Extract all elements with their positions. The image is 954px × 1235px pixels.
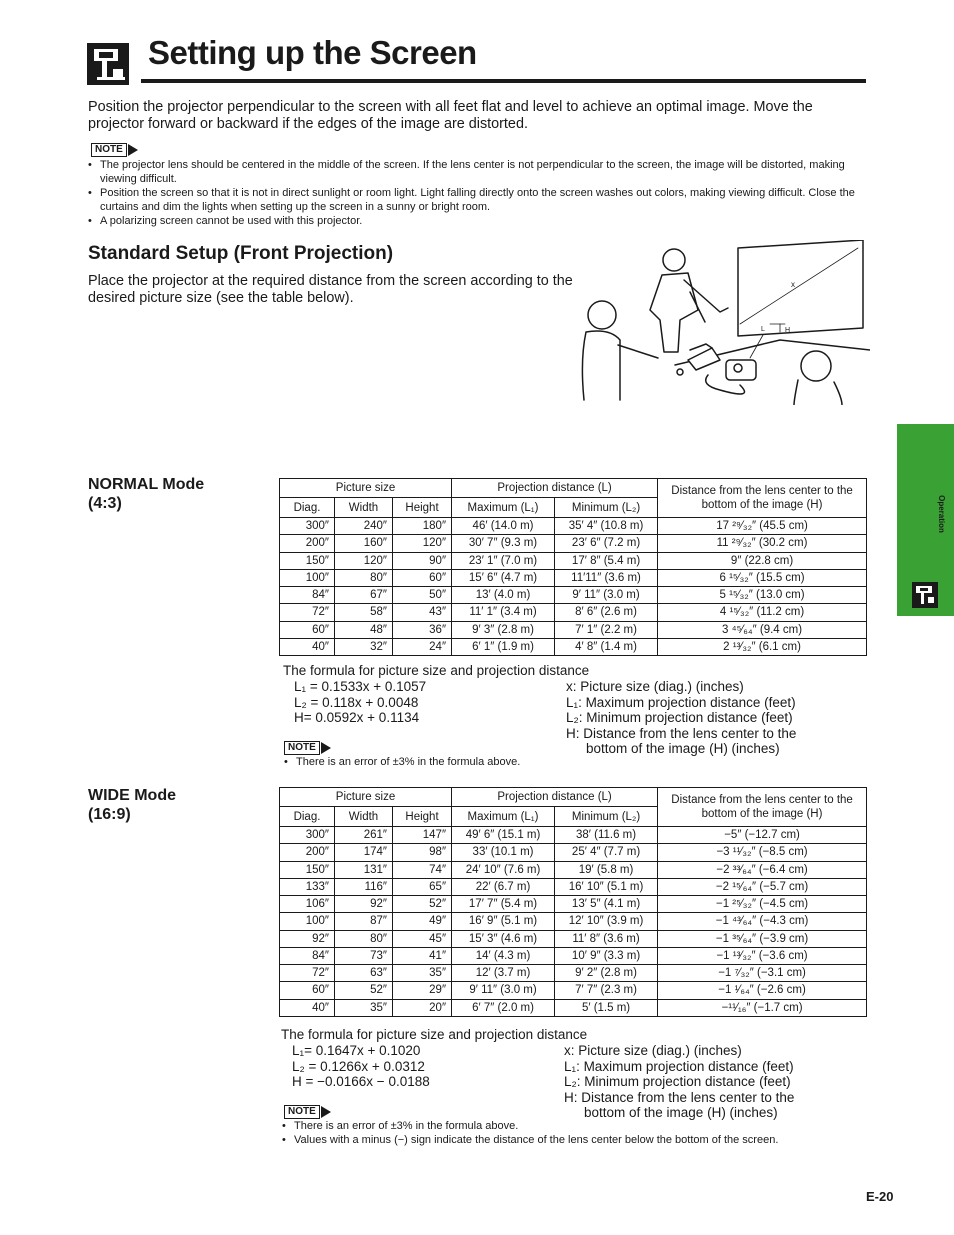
wide-formula-list <box>292 1043 430 1090</box>
table-cell: 15′ 3″ (4.6 m) <box>452 930 555 947</box>
table-cell: 49′ 6″ (15.1 m) <box>452 827 555 844</box>
table-cell: 16′ 9″ (5.1 m) <box>452 913 555 930</box>
table-cell: 131″ <box>335 861 393 878</box>
th-width: Width <box>335 498 393 518</box>
table-cell: 7′ 7″ (2.3 m) <box>555 982 658 999</box>
table-cell: 11 ²⁹⁄₃₂″ (30.2 cm) <box>658 535 867 552</box>
note-badge: NOTE <box>284 741 320 755</box>
note-list <box>88 158 868 228</box>
table-cell: 9′ 3″ (2.8 m) <box>452 621 555 638</box>
section-text: Place the projector at the required distance from the screen according to the desired picture size (see the table below). <box>88 273 573 306</box>
side-tab-label: Operation <box>937 495 946 533</box>
table-cell: 4 ¹⁵⁄₃₂″ (11.2 cm) <box>658 604 867 621</box>
table-cell: 49″ <box>393 913 452 930</box>
table-cell: 35′ 4″ (10.8 m) <box>555 518 658 535</box>
table-cell: 180″ <box>393 518 452 535</box>
th-maximum: Maximum (L₁) <box>452 498 555 518</box>
table-cell: 30′ 7″ (9.3 m) <box>452 535 555 552</box>
table-cell: 6′ 1″ (1.9 m) <box>452 638 555 655</box>
table-cell: 11′ 8″ (3.6 m) <box>555 930 658 947</box>
table-cell: 4′ 8″ (1.4 m) <box>555 638 658 655</box>
table-cell: 133″ <box>280 878 335 895</box>
table-cell: 13′ (4.0 m) <box>452 587 555 604</box>
table-cell: 38′ (11.6 m) <box>555 827 658 844</box>
table-row <box>280 535 867 552</box>
table-cell: 16′ 10″ (5.1 m) <box>555 878 658 895</box>
table-cell: 22′ (6.7 m) <box>452 878 555 895</box>
title-rule <box>141 79 866 83</box>
table-row <box>280 569 867 586</box>
th-lens-center: Distance from the lens center to the bottom of the image (H) <box>658 788 867 827</box>
note-item: • A polarizing screen cannot be used with this projector. <box>88 214 868 228</box>
table-cell: 10′ 9″ (3.3 m) <box>555 947 658 964</box>
table-cell: 50″ <box>393 587 452 604</box>
label-h: H <box>785 327 791 334</box>
note-badge: NOTE <box>91 143 127 157</box>
table-cell: 36″ <box>393 621 452 638</box>
label-x: x <box>791 280 795 289</box>
table-row <box>280 913 867 930</box>
table-cell: 9′ 11″ (3.0 m) <box>555 587 658 604</box>
table-cell: 17′ 7″ (5.4 m) <box>452 896 555 913</box>
table-cell: 80″ <box>335 569 393 586</box>
table-cell: 106″ <box>280 896 335 913</box>
formula-h: H = −0.0166x − 0.0188 <box>292 1074 430 1089</box>
table-row <box>280 844 867 861</box>
th-projection-distance: Projection distance (L) <box>452 479 658 498</box>
table-row <box>280 878 867 895</box>
table-cell: 35″ <box>335 999 393 1016</box>
front-projection-illustration <box>580 240 870 405</box>
wide-mode-table <box>279 787 867 1017</box>
table-cell: 120″ <box>335 552 393 569</box>
table-cell: 48″ <box>335 621 393 638</box>
section-title: Standard Setup (Front Projection) <box>88 243 394 264</box>
table-cell: 300″ <box>280 518 335 535</box>
formula-l1: L₁ = 0.1533x + 0.1057 <box>294 679 427 694</box>
table-cell: −1 ¹³⁄₃₂″ (−3.6 cm) <box>658 947 867 964</box>
table-cell: 19′ (5.8 m) <box>555 861 658 878</box>
wide-note-list <box>282 1119 866 1147</box>
table-cell: −5″ (−12.7 cm) <box>658 827 867 844</box>
table-cell: 100″ <box>280 913 335 930</box>
label-l: L <box>761 326 765 333</box>
table-cell: 65″ <box>393 878 452 895</box>
page-title: Setting up the Screen <box>148 34 477 71</box>
table-cell: 13′ 5″ (4.1 m) <box>555 896 658 913</box>
wide-mode-title: WIDE Mode (16:9) <box>88 787 176 823</box>
table-cell: 60″ <box>280 982 335 999</box>
table-cell: 100″ <box>280 569 335 586</box>
table-cell: 9″ (22.8 cm) <box>658 552 867 569</box>
table-cell: 92″ <box>335 896 393 913</box>
table-cell: 24″ <box>393 638 452 655</box>
table-cell: 80″ <box>335 930 393 947</box>
table-cell: 300″ <box>280 827 335 844</box>
table-cell: 72″ <box>280 604 335 621</box>
table-cell: 32″ <box>335 638 393 655</box>
wide-formula-title: The formula for picture size and projection distance <box>281 1027 588 1042</box>
table-cell: 160″ <box>335 535 393 552</box>
table-cell: −2 ¹⁵⁄₆₄″ (−5.7 cm) <box>658 878 867 895</box>
table-row <box>280 999 867 1016</box>
table-cell: 58″ <box>335 604 393 621</box>
table-cell: 33′ (10.1 m) <box>452 844 555 861</box>
th-picture-size: Picture size <box>280 479 452 498</box>
note-item: • The projector lens should be centered in the middle of the screen. If the lens center is not perpendicular to the screen, the image will be distorted, making viewing difficult. <box>88 158 868 186</box>
th-minimum: Minimum (L₂) <box>555 498 658 518</box>
table-cell: 98″ <box>393 844 452 861</box>
normal-mode-table <box>279 478 867 656</box>
table-row <box>280 518 867 535</box>
table-cell: 74″ <box>393 861 452 878</box>
normal-formula-list <box>294 679 426 726</box>
table-cell: 23′ 6″ (7.2 m) <box>555 535 658 552</box>
table-cell: 240″ <box>335 518 393 535</box>
table-cell: 17′ 8″ (5.4 m) <box>555 552 658 569</box>
table-cell: 200″ <box>280 535 335 552</box>
table-cell: 84″ <box>280 947 335 964</box>
table-cell: 23′ 1″ (7.0 m) <box>452 552 555 569</box>
page-number: E-20 <box>866 1189 894 1204</box>
table-cell: 87″ <box>335 913 393 930</box>
table-row <box>280 604 867 621</box>
table-cell: 116″ <box>335 878 393 895</box>
table-cell: −3 ¹¹⁄₃₂″ (−8.5 cm) <box>658 844 867 861</box>
table-cell: 63″ <box>335 965 393 982</box>
table-cell: 150″ <box>280 552 335 569</box>
table-cell: −¹¹⁄₁₆″ (−1.7 cm) <box>658 999 867 1016</box>
table-cell: 6′ 7″ (2.0 m) <box>452 999 555 1016</box>
table-row <box>280 638 867 655</box>
table-cell: 92″ <box>280 930 335 947</box>
table-row <box>280 861 867 878</box>
formula-l2: L₂ = 0.118x + 0.0048 <box>294 694 419 710</box>
th-height: Height <box>393 498 452 518</box>
table-cell: 41″ <box>393 947 452 964</box>
table-cell: −1 ²⁵⁄₃₂″ (−4.5 cm) <box>658 896 867 913</box>
table-cell: 73″ <box>335 947 393 964</box>
th-height: Height <box>393 807 452 827</box>
note-item: • Position the screen so that it is not in direct sunlight or room light. Light falling directly onto the screen washes out colors, making viewing difficult. Close the curtains and dim the lights when setting up the screen in a sunny or bright room. <box>88 186 868 214</box>
table-cell: 5 ¹⁵⁄₃₂″ (13.0 cm) <box>658 587 867 604</box>
table-row <box>280 982 867 999</box>
table-cell: 43″ <box>393 604 452 621</box>
table-cell: 17 ²⁹⁄₃₂″ (45.5 cm) <box>658 518 867 535</box>
table-cell: −1 ¹⁄₆₄″ (−2.6 cm) <box>658 982 867 999</box>
table-cell: −1 ³⁵⁄₆₄″ (−3.9 cm) <box>658 930 867 947</box>
table-cell: 25′ 4″ (7.7 m) <box>555 844 658 861</box>
table-cell: 2 ¹³⁄₃₂″ (6.1 cm) <box>658 638 867 655</box>
table-cell: 60″ <box>280 621 335 638</box>
normal-formula-title: The formula for picture size and projection distance <box>283 663 590 678</box>
th-diag: Diag. <box>280 498 335 518</box>
table-cell: 20″ <box>393 999 452 1016</box>
table-cell: 35″ <box>393 965 452 982</box>
normal-mode-title: NORMAL Mode (4:3) <box>88 476 205 512</box>
table-cell: 60″ <box>393 569 452 586</box>
table-cell: 52″ <box>335 982 393 999</box>
table-cell: 3 ⁴⁵⁄₆₄″ (9.4 cm) <box>658 621 867 638</box>
th-projection-distance: Projection distance (L) <box>452 788 658 807</box>
table-cell: 15′ 6″ (4.7 m) <box>452 569 555 586</box>
table-cell: 120″ <box>393 535 452 552</box>
table-cell: −1 ⁷⁄₃₂″ (−3.1 cm) <box>658 965 867 982</box>
table-cell: 72″ <box>280 965 335 982</box>
table-cell: 45″ <box>393 930 452 947</box>
note-item: • There is an error of ±3% in the formula above. <box>282 1119 866 1133</box>
table-row <box>280 965 867 982</box>
formula-h: H= 0.0592x + 0.1134 <box>294 710 420 725</box>
th-width: Width <box>335 807 393 827</box>
table-cell: 8′ 6″ (2.6 m) <box>555 604 658 621</box>
table-cell: 24′ 10″ (7.6 m) <box>452 861 555 878</box>
table-cell: 7′ 1″ (2.2 m) <box>555 621 658 638</box>
table-cell: 6 ¹⁵⁄₃₂″ (15.5 cm) <box>658 569 867 586</box>
table-row <box>280 947 867 964</box>
th-maximum: Maximum (L₁) <box>452 807 555 827</box>
intro-text: Position the projector perpendicular to the screen with all feet flat and level to achieve an optimal image. Move the projector forward or backward if the edges of the image are distorted. <box>88 99 813 132</box>
th-minimum: Minimum (L₂) <box>555 807 658 827</box>
table-cell: 29″ <box>393 982 452 999</box>
note-item: • Values with a minus (−) sign indicate the distance of the lens center below the bottom of the screen. <box>282 1133 866 1147</box>
table-row <box>280 896 867 913</box>
projector-screen-icon <box>912 582 938 608</box>
wide-formula-legend: x: Picture size (diag.) (inches) L₁: Maximum projection distance (feet) L₂: Minimum projection distance (feet) H: Distance from the lens center to the bottom of the image (H) (inches) <box>564 1043 795 1120</box>
note-item: • There is an error of ±3% in the formula above. <box>284 755 864 769</box>
table-row <box>280 930 867 947</box>
table-cell: 52″ <box>393 896 452 913</box>
table-cell: 46′ (14.0 m) <box>452 518 555 535</box>
table-row <box>280 552 867 569</box>
table-cell: 12′ 10″ (3.9 m) <box>555 913 658 930</box>
table-cell: 14′ (4.3 m) <box>452 947 555 964</box>
table-cell: −1 ⁴³⁄₆₄″ (−4.3 cm) <box>658 913 867 930</box>
formula-l2: L₂ = 0.1266x + 0.0312 <box>292 1058 425 1074</box>
table-cell: 11′ 1″ (3.4 m) <box>452 604 555 621</box>
table-cell: −2 ³³⁄₆₄″ (−6.4 cm) <box>658 861 867 878</box>
table-cell: 147″ <box>393 827 452 844</box>
th-lens-center: Distance from the lens center to the bottom of the image (H) <box>658 479 867 518</box>
table-cell: 174″ <box>335 844 393 861</box>
table-cell: 90″ <box>393 552 452 569</box>
table-cell: 40″ <box>280 999 335 1016</box>
formula-l1: L₁= 0.1647x + 0.1020 <box>292 1043 421 1058</box>
table-cell: 261″ <box>335 827 393 844</box>
table-cell: 150″ <box>280 861 335 878</box>
th-picture-size: Picture size <box>280 788 452 807</box>
table-cell: 9′ 2″ (2.8 m) <box>555 965 658 982</box>
table-cell: 12′ (3.7 m) <box>452 965 555 982</box>
table-row <box>280 827 867 844</box>
table-row <box>280 621 867 638</box>
normal-note-list <box>284 755 864 769</box>
table-cell: 11′11″ (3.6 m) <box>555 569 658 586</box>
table-cell: 9′ 11″ (3.0 m) <box>452 982 555 999</box>
table-cell: 40″ <box>280 638 335 655</box>
table-cell: 5′ (1.5 m) <box>555 999 658 1016</box>
table-cell: 200″ <box>280 844 335 861</box>
th-diag: Diag. <box>280 807 335 827</box>
note-badge: NOTE <box>284 1105 320 1119</box>
table-cell: 84″ <box>280 587 335 604</box>
table-row <box>280 587 867 604</box>
projector-screen-icon <box>87 43 129 85</box>
normal-formula-legend: x: Picture size (diag.) (inches) L₁: Maximum projection distance (feet) L₂: Minimum projection distance (feet) H: Distance from the lens center to the bottom of the image (H) (inches) <box>566 679 797 756</box>
table-cell: 67″ <box>335 587 393 604</box>
